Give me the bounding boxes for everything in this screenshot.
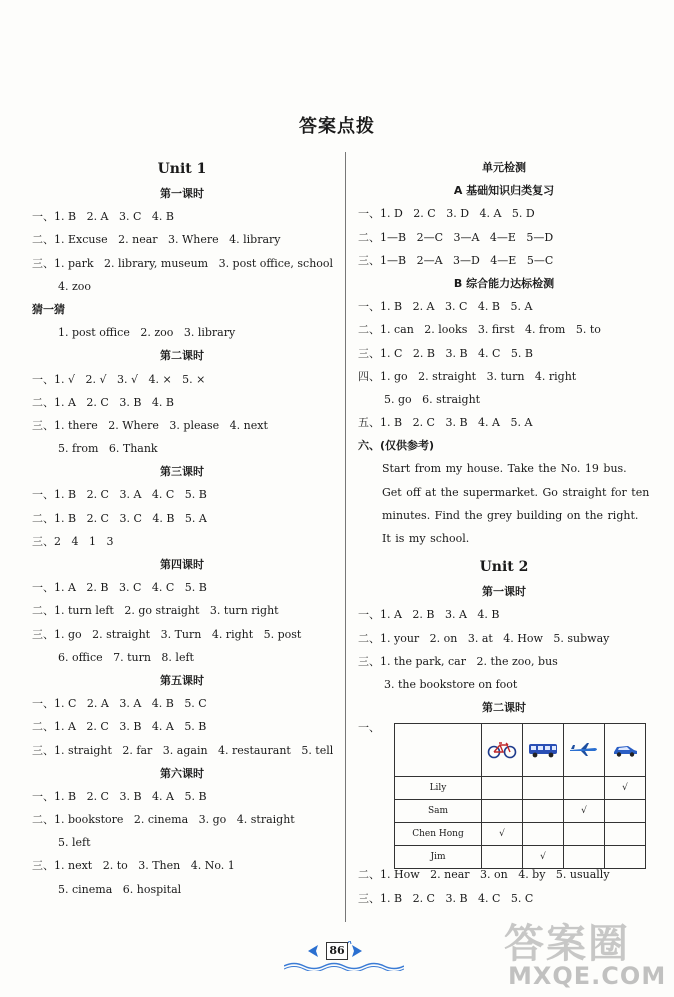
answer-line: 三、2 4 1 3	[32, 534, 114, 548]
section-title: 第五课时	[160, 673, 204, 687]
answer-line: 三、1. C 2. B 3. B 4. C 5. B	[358, 346, 534, 360]
answer-line: 6. office 7. turn 8. left	[58, 650, 194, 664]
answer-line: 三、1. park 2. library, museum 3. post office, school	[32, 256, 334, 270]
answer-line: 1. post office 2. zoo 3. library	[58, 326, 236, 340]
row-name-cell: Chen Hong	[395, 823, 482, 846]
section-title: 单元检测	[482, 161, 526, 174]
row-name-cell: Jim	[395, 846, 482, 869]
check-cell	[482, 800, 523, 823]
table-marker: 一、	[358, 721, 380, 735]
answer-line: 二、1. bookstore 2. cinema 3. go 4. straight	[32, 813, 295, 827]
answer-line: 5. left	[58, 836, 91, 850]
page-title: 答案点拨	[299, 116, 375, 137]
section-label: 猜一猜	[32, 302, 65, 316]
plane-icon	[564, 724, 605, 777]
answer-line: 一、1. √ 2. √ 3. √ 4. × 5. ×	[32, 372, 206, 386]
unit-1-title: Unit 1	[157, 161, 207, 177]
check-cell	[605, 846, 646, 869]
section-title: 第一课时	[482, 585, 526, 599]
column-divider	[345, 152, 346, 922]
answer-line: 5. from 6. Thank	[58, 442, 158, 456]
check-cell: √	[605, 777, 646, 800]
answer-line: 一、1. B 2. C 3. B 4. A 5. B	[32, 789, 207, 803]
row-name-cell: Sam	[395, 800, 482, 823]
unit-test-answers	[358, 156, 650, 550]
table-row	[395, 846, 646, 869]
row-name-cell: Lily	[395, 777, 482, 800]
bike-icon	[482, 724, 523, 777]
answer-line: 二、1. A 2. C 3. B 4. B	[32, 395, 174, 409]
answer-line: 三、1. go 2. straight 3. Turn 4. right 5. post	[32, 627, 302, 641]
check-cell: √	[523, 846, 564, 869]
answer-line: 二、1. How 2. near 3. on 4. by 5. usually	[358, 868, 610, 882]
check-cell	[523, 777, 564, 800]
table-row	[395, 800, 646, 823]
table-corner-cell	[395, 724, 482, 777]
watermark-logo	[498, 904, 668, 996]
page-number: 86	[326, 942, 348, 960]
section-title: 第二课时	[482, 701, 526, 715]
left-answers	[32, 182, 332, 901]
unit-2-title: Unit 2	[479, 559, 529, 576]
check-cell	[605, 800, 646, 823]
section-title: B 综合能力达标检测	[453, 276, 555, 290]
answer-line: 二、1. your 2. on 3. at 4. How 5. subway	[358, 631, 610, 645]
table-row	[395, 823, 646, 846]
answer-line: 二、1. turn left 2. go straight 3. turn right	[32, 604, 279, 618]
answer-line: 四、1. go 2. straight 3. turn 4. right	[358, 369, 577, 383]
right-column	[358, 156, 650, 910]
transport-table-block	[358, 719, 650, 863]
answer-line: 一、1. B 2. A 3. C 4. B 5. A	[358, 300, 533, 314]
check-cell	[523, 823, 564, 846]
unit-2-answers	[358, 580, 650, 719]
answer-line: 二、1. can 2. looks 3. first 4. from 5. to	[358, 323, 601, 337]
check-cell	[523, 800, 564, 823]
answer-line: 二、1. A 2. C 3. B 4. A 5. B	[32, 720, 207, 734]
answer-line: 一、1. A 2. B 3. C 4. C 5. B	[32, 581, 207, 595]
check-cell	[482, 846, 523, 869]
car-icon	[605, 724, 646, 777]
watermark-cn-text: 答案圈	[504, 921, 630, 967]
section-title: 第二课时	[160, 349, 204, 363]
answer-line: 一、1. A 2. B 3. A 4. B	[358, 608, 500, 622]
section-title: 第一课时	[160, 187, 204, 200]
answer-line: 二、1—B 2—C 3—A 4—E 5—D	[358, 230, 554, 244]
answer-line: 二、1. Excuse 2. near 3. Where 4. library	[32, 233, 281, 247]
check-cell	[564, 846, 605, 869]
table-header-row	[395, 724, 646, 777]
check-cell	[482, 777, 523, 800]
answer-line: 三、1. straight 2. far 3. again 4. restaurant 5. tell	[32, 743, 334, 757]
answer-line: 三、1. there 2. Where 3. please 4. next	[32, 418, 268, 432]
answer-line: 一、1. B 2. C 3. A 4. C 5. B	[32, 488, 207, 502]
answer-line: 三、1—B 2—A 3—D 4—E 5—C	[358, 253, 554, 267]
answer-line: 5. go 6. straight	[384, 392, 481, 406]
answer-line: 一、1. B 2. A 3. C 4. B	[32, 210, 174, 224]
check-cell	[564, 823, 605, 846]
check-cell	[605, 823, 646, 846]
answer-line: 三、1. B 2. C 3. B 4. C 5. C	[358, 891, 534, 905]
section-title: 第四课时	[160, 558, 204, 571]
page-number-badge	[304, 941, 366, 961]
unit-2-more-answers	[358, 863, 650, 909]
left-column	[32, 156, 332, 901]
answer-line: 5. cinema 6. hospital	[58, 882, 182, 896]
section-title: A 基础知识归类复习	[453, 184, 555, 198]
table-row	[395, 777, 646, 800]
bus-icon	[523, 724, 564, 777]
watermark-en-text: MXQE.COM	[508, 962, 667, 990]
answer-line: 一、1. C 2. A 3. A 4. B 5. C	[32, 697, 207, 711]
answer-line: 三、1. next 2. to 3. Then 4. No. 1	[32, 859, 235, 873]
section-label: 六、(仅供参考)	[358, 439, 435, 453]
section-title: 第三课时	[160, 465, 204, 479]
answer-line: 三、1. the park, car 2. the zoo, bus	[358, 654, 558, 668]
answer-line: 五、1. B 2. C 3. B 4. A 5. A	[358, 416, 533, 430]
answer-line: 3. the bookstore on foot	[384, 678, 518, 691]
answer-line: 一、1. D 2. C 3. D 4. A 5. D	[358, 207, 535, 221]
transport-table	[394, 723, 646, 869]
check-cell	[564, 777, 605, 800]
answer-line: 4. zoo	[58, 279, 92, 293]
answer-paragraph: Start from my house. Take the No. 19 bus. Get off at the supermarket. Go straight for ten minutes. Find the grey building on the right. It is my school.	[382, 462, 650, 546]
check-cell: √	[564, 800, 605, 823]
section-title: 第六课时	[160, 766, 204, 780]
answer-line: 二、1. B 2. C 3. C 4. B 5. A	[32, 511, 207, 525]
check-cell: √	[482, 823, 523, 846]
